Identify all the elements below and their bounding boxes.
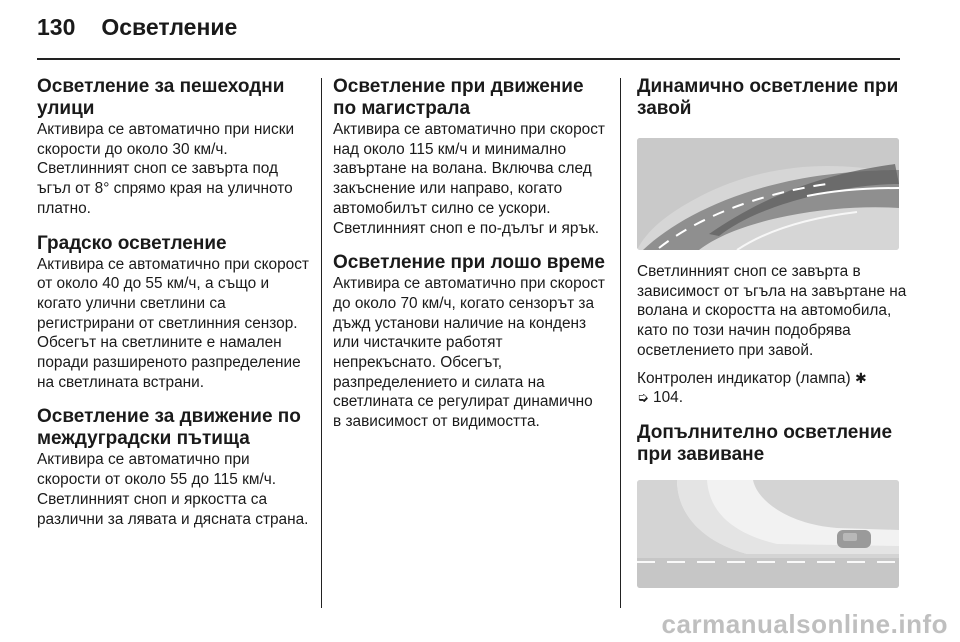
section-heading: Осветление за пешеходни улици — [37, 76, 285, 119]
column-3 — [637, 76, 907, 588]
column-1 — [37, 76, 309, 543]
section-text: Активира се автоматично при скорост до около 70 км/ч, когато сензорът за дъжд установи наличие на конденз или чистачките работят непрекъснато. Обсегът, разпределението и силата на светлината се регулират динамично в зависимост от видимостта. — [333, 275, 605, 431]
page-reference-icon: ➭ — [637, 389, 649, 406]
section — [37, 406, 309, 529]
page-title: Осветление — [101, 14, 238, 40]
section-text: Активира се автоматично при скорост от около 40 до 55 км/ч, а също и когато улични светлини са регистрирани от светлинния сензор. Обсегът на светлините е намален поради разширеното разпределение на светлината встрани. — [37, 255, 309, 391]
section-text: Активира се автоматично при скорости от около 55 до 115 км/ч. Светлинният сноп и яркостта са различни за лявата и дясната страна. — [37, 451, 309, 528]
page-number: 130 — [37, 14, 76, 40]
section — [333, 252, 605, 432]
indicator-text: Контролен индикатор (лампа) — [637, 369, 851, 387]
section-text: Активира се автоматично при скорост над около 115 км/ч и минимално завъртане на волана. Включва след закъснение или направо, когато автомобилът силно се ускори. Светлинният сноп е по-дълъг и ярък. — [333, 121, 605, 237]
section — [37, 76, 309, 219]
section — [37, 233, 309, 393]
section — [333, 76, 605, 238]
section-heading: Допълнително осветление при завиване — [637, 421, 893, 465]
lamp-indicator-icon: ✱ — [854, 369, 867, 386]
section-heading: Осветление за движение по междуградски пътища — [37, 406, 301, 450]
watermark: carmanualsonline.info — [661, 609, 948, 639]
indicator-reference — [637, 369, 907, 408]
section-heading: Градско осветление — [37, 232, 227, 254]
section-heading: Динамично осветление при завой — [637, 76, 899, 119]
column-2 — [333, 76, 605, 446]
curve-lighting-illustration — [637, 138, 899, 250]
page-header — [37, 14, 237, 41]
cornering-light-illustration — [637, 480, 899, 588]
reference-page: 104. — [653, 389, 683, 407]
column-separator — [620, 78, 621, 608]
section-text: Активира се автоматично при ниски скорости до около 30 км/ч. Светлинният сноп се завърта под ъгъл от 8° спрямо края на уличното платно. — [37, 121, 295, 217]
section-heading: Осветление при движение по магистрала — [333, 76, 584, 119]
header-rule — [37, 58, 900, 60]
column-separator — [321, 78, 322, 608]
section-text: Светлинният сноп се завърта в зависимост от ъгъла на завъртане на волана и скоростта на автомобила, като по този начин подобрява осветлението при завой. — [637, 263, 907, 359]
section-heading: Осветление при лошо време — [333, 252, 605, 274]
